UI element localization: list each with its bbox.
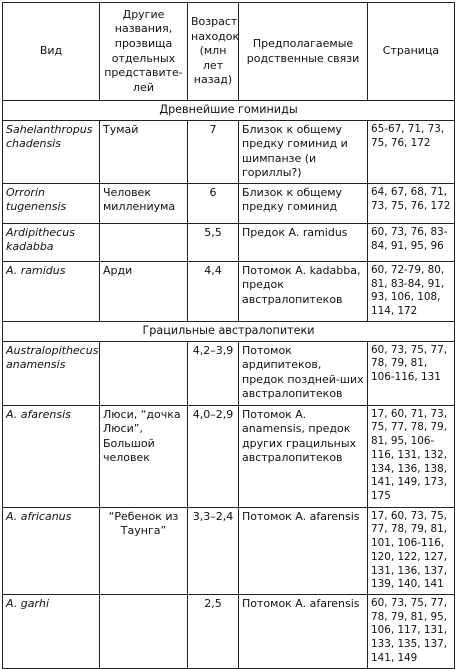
species-cell: A. garhi	[3, 594, 100, 668]
other-names-cell: Арди	[100, 261, 188, 321]
age-cell: 6	[188, 183, 239, 223]
header-other-names: Другие названия, прозвища отдельных представите-лей	[100, 3, 188, 101]
table-row	[3, 261, 455, 321]
relations-cell: Потомок A. kadabba, предок австралопитеков	[239, 261, 368, 321]
relations-cell: Потомок A. afarensis	[239, 594, 368, 668]
header-page: Страница	[368, 3, 455, 101]
age-cell: 7	[188, 120, 239, 183]
other-names-cell: “Ребенок из Таунга”	[100, 507, 188, 594]
section-row	[3, 321, 455, 341]
species-cell: A. africanus	[3, 507, 100, 594]
table-row	[3, 594, 455, 668]
section-title: Грацильные австралопитеки	[3, 321, 455, 341]
table-row	[3, 341, 455, 405]
page-cell: 17, 60, 73, 75, 77, 78, 79, 81, 101, 106-116, 120, 122, 127, 131, 136, 137, 139, 140, 141	[368, 507, 455, 594]
table-row	[3, 405, 455, 507]
relations-cell: Предок A. ramidus	[239, 223, 368, 261]
header-species: Вид	[3, 3, 100, 101]
age-cell: 4,0–2,9	[188, 405, 239, 507]
species-cell: Ardipithecus kadabba	[3, 223, 100, 261]
other-names-cell: Человек миллениума	[100, 183, 188, 223]
relations-cell: Потомок A. afarensis	[239, 507, 368, 594]
other-names-cell	[100, 223, 188, 261]
other-names-cell	[100, 594, 188, 668]
table-row	[3, 223, 455, 261]
relations-cell: Потомок ардипитеков, предок поздней-ших австралопитеков	[239, 341, 368, 405]
page-cell: 60, 73, 75, 77, 78, 79, 81, 95, 106, 117, 131, 133, 135, 137, 141, 149	[368, 594, 455, 668]
relations-cell: Близок к общему предку гоминид и шимпанзе (и гориллы?)	[239, 120, 368, 183]
age-cell: 5,5	[188, 223, 239, 261]
section-row	[3, 101, 455, 121]
page-cell: 17, 60, 71, 73, 75, 77, 78, 79, 81, 95, 106-116, 131, 132, 134, 136, 138, 141, 149, 173, 175	[368, 405, 455, 507]
header-relations: Предполагаемые родственные связи	[239, 3, 368, 101]
header-row	[3, 3, 455, 101]
table-row	[3, 120, 455, 183]
page-cell: 60, 72-79, 80, 81, 83-84, 91, 93, 106, 108, 114, 172	[368, 261, 455, 321]
species-cell: A. afarensis	[3, 405, 100, 507]
age-cell: 4,2–3,9	[188, 341, 239, 405]
relations-cell: Близок к общему предку гоминид	[239, 183, 368, 223]
species-cell: A. ramidus	[3, 261, 100, 321]
species-cell: Australopithecus anamensis	[3, 341, 100, 405]
table-row	[3, 183, 455, 223]
page-cell: 60, 73, 75, 77, 78, 79, 81, 106-116, 131	[368, 341, 455, 405]
page-cell: 60, 73, 76, 83-84, 91, 95, 96	[368, 223, 455, 261]
other-names-cell	[100, 341, 188, 405]
other-names-cell: Люси, “дочка Люси”, Большой человек	[100, 405, 188, 507]
relations-cell: Потомок A. anamensis, предок других грацильных австралопитеков	[239, 405, 368, 507]
age-cell: 2,5	[188, 594, 239, 668]
other-names-cell: Тумай	[100, 120, 188, 183]
hominid-species-table	[2, 2, 455, 669]
section-title: Древнейшие гоминиды	[3, 101, 455, 121]
page-cell: 64, 67, 68, 71, 73, 75, 76, 172	[368, 183, 455, 223]
header-age: Возраст находок (млн лет назад)	[188, 3, 239, 101]
age-cell: 4,4	[188, 261, 239, 321]
table-row	[3, 507, 455, 594]
species-cell: Orrorin tugenensis	[3, 183, 100, 223]
species-cell: Sahelanthropus chadensis	[3, 120, 100, 183]
page-cell: 65-67, 71, 73, 75, 76, 172	[368, 120, 455, 183]
age-cell: 3,3–2,4	[188, 507, 239, 594]
